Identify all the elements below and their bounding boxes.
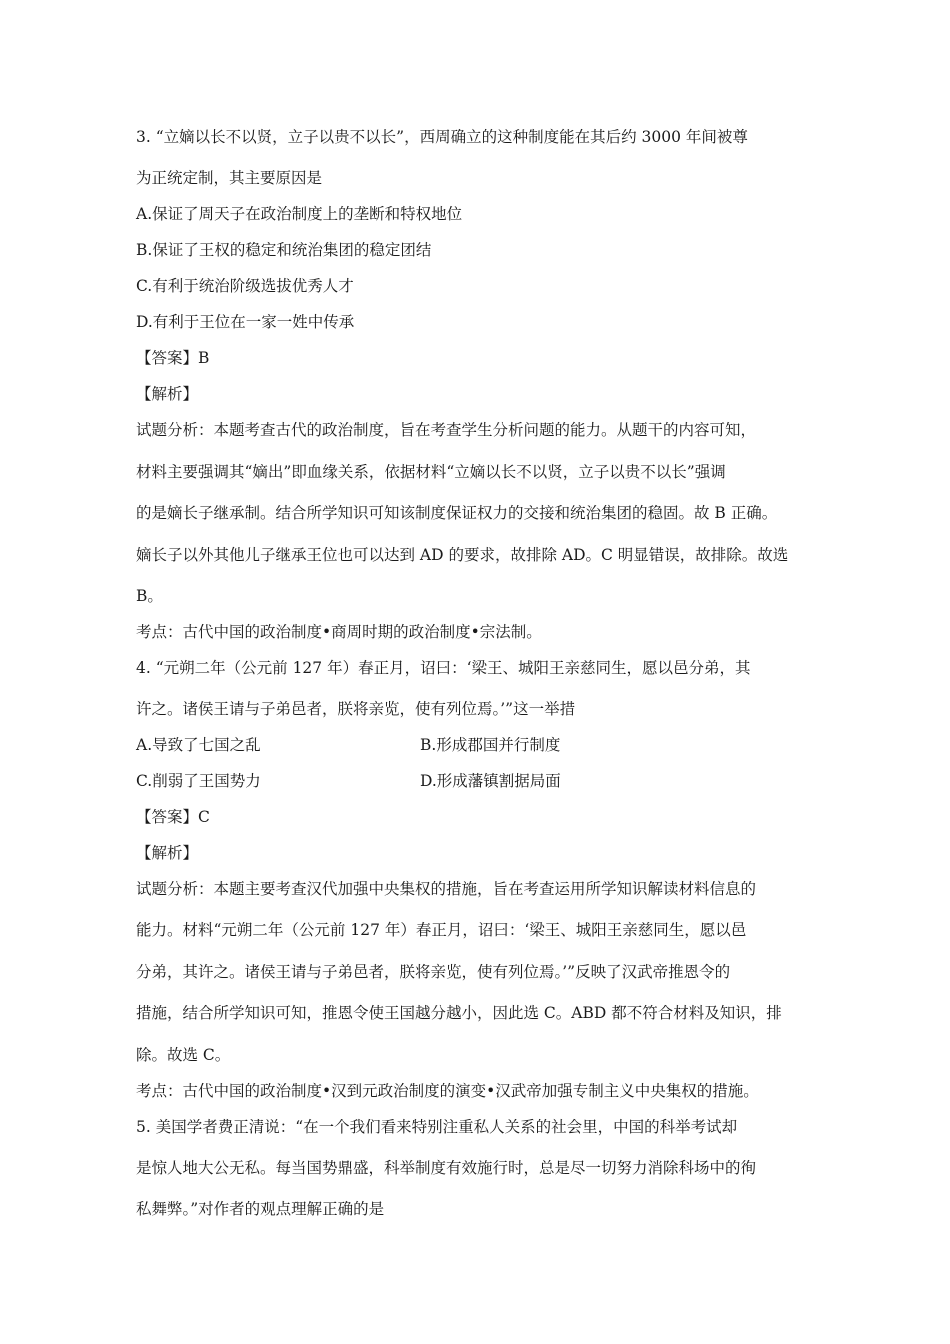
q3-option-a: A.保证了周天子在政治制度上的垄断和特权地位 xyxy=(136,205,463,223)
q4-stem-line-2: 许之。诸侯王请与子弟邑者，朕将亲览，使有列位焉。’”这一举措 xyxy=(136,700,576,718)
q4-analysis-line-4: 措施，结合所学知识可知，推恩令使王国越分越小，因此选 C。ABD 都不符合材料及知识，排 xyxy=(136,1004,782,1022)
q3-analysis-line-3: 的是嫡长子继承制。结合所学知识可知该制度保证权力的交接和统治集团的稳固。故 B 正确。 xyxy=(136,504,778,522)
q3-analysis-label: 【解析】 xyxy=(136,385,199,403)
q4-option-b: B.形成郡国并行制度 xyxy=(420,736,561,754)
q5-stem-line-1: 5. 美国学者费正清说：“在一个我们看来特别注重私人关系的社会里，中国的科举考试却 xyxy=(136,1118,738,1136)
q4-analysis-line-1: 试题分析：本题主要考查汉代加强中央集权的措施，旨在考查运用所学知识解读材料信息的 xyxy=(136,880,757,898)
q4-analysis-line-2: 能力。材料“元朔二年（公元前 127 年）春正月，诏曰：‘梁王、城阳王亲慈同生，愿以邑 xyxy=(136,921,747,939)
q3-stem-line-2: 为正统定制，其主要原因是 xyxy=(136,169,323,187)
q3-knowledge-point: 考点：古代中国的政治制度•商周时期的政治制度•宗法制。 xyxy=(136,623,542,641)
q4-option-a: A.导致了七国之乱 xyxy=(136,736,261,754)
q3-analysis-line-1: 试题分析：本题考查古代的政治制度，旨在考查学生分析问题的能力。从题干的内容可知， xyxy=(136,421,757,439)
q4-option-c: C.削弱了王国势力 xyxy=(136,772,261,790)
q3-option-b: B.保证了王权的稳定和统治集团的稳定团结 xyxy=(136,241,432,259)
q3-analysis-line-4: 嫡长子以外其他儿子继承王位也可以达到 AD 的要求，故排除 AD。C 明显错误，故排除。故选 xyxy=(136,546,789,564)
q4-analysis-label: 【解析】 xyxy=(136,844,199,862)
q4-analysis-line-5: 除。故选 C。 xyxy=(136,1046,231,1064)
q4-analysis-line-3: 分弟，其许之。诸侯王请与子弟邑者，朕将亲览，使有列位焉。’”反映了汉武帝推恩令的 xyxy=(136,963,731,981)
q4-knowledge-point: 考点：古代中国的政治制度•汉到元政治制度的演变•汉武帝加强专制主义中央集权的措施。 xyxy=(136,1082,759,1100)
q3-analysis-line-2: 材料主要强调其“嫡出”即血缘关系，依据材料“立嫡以长不以贤，立子以贵不以长”强调 xyxy=(136,463,726,481)
q4-answer: 【答案】C xyxy=(136,808,210,826)
q3-option-c: C.有利于统治阶级选拔优秀人才 xyxy=(136,277,354,295)
q5-stem-line-2: 是惊人地大公无私。每当国势鼎盛，科举制度有效施行时，总是尽一切努力消除科场中的徇 xyxy=(136,1159,757,1177)
q3-answer: 【答案】B xyxy=(136,349,210,367)
q3-option-d: D.有利于王位在一家一姓中传承 xyxy=(136,313,355,331)
q4-stem-line-1: 4. “元朔二年（公元前 127 年）春正月，诏曰：‘梁王、城阳王亲慈同生，愿以邑分弟，其 xyxy=(136,659,751,677)
q5-stem-line-3: 私舞弊。”对作者的观点理解正确的是 xyxy=(136,1200,385,1218)
q3-analysis-line-5: B。 xyxy=(136,587,163,605)
q3-stem-line-1: 3. “立嫡以长不以贤，立子以贵不以长”，西周确立的这种制度能在其后约 3000 年间被尊 xyxy=(136,128,748,146)
q4-option-d: D.形成藩镇割据局面 xyxy=(420,772,561,790)
